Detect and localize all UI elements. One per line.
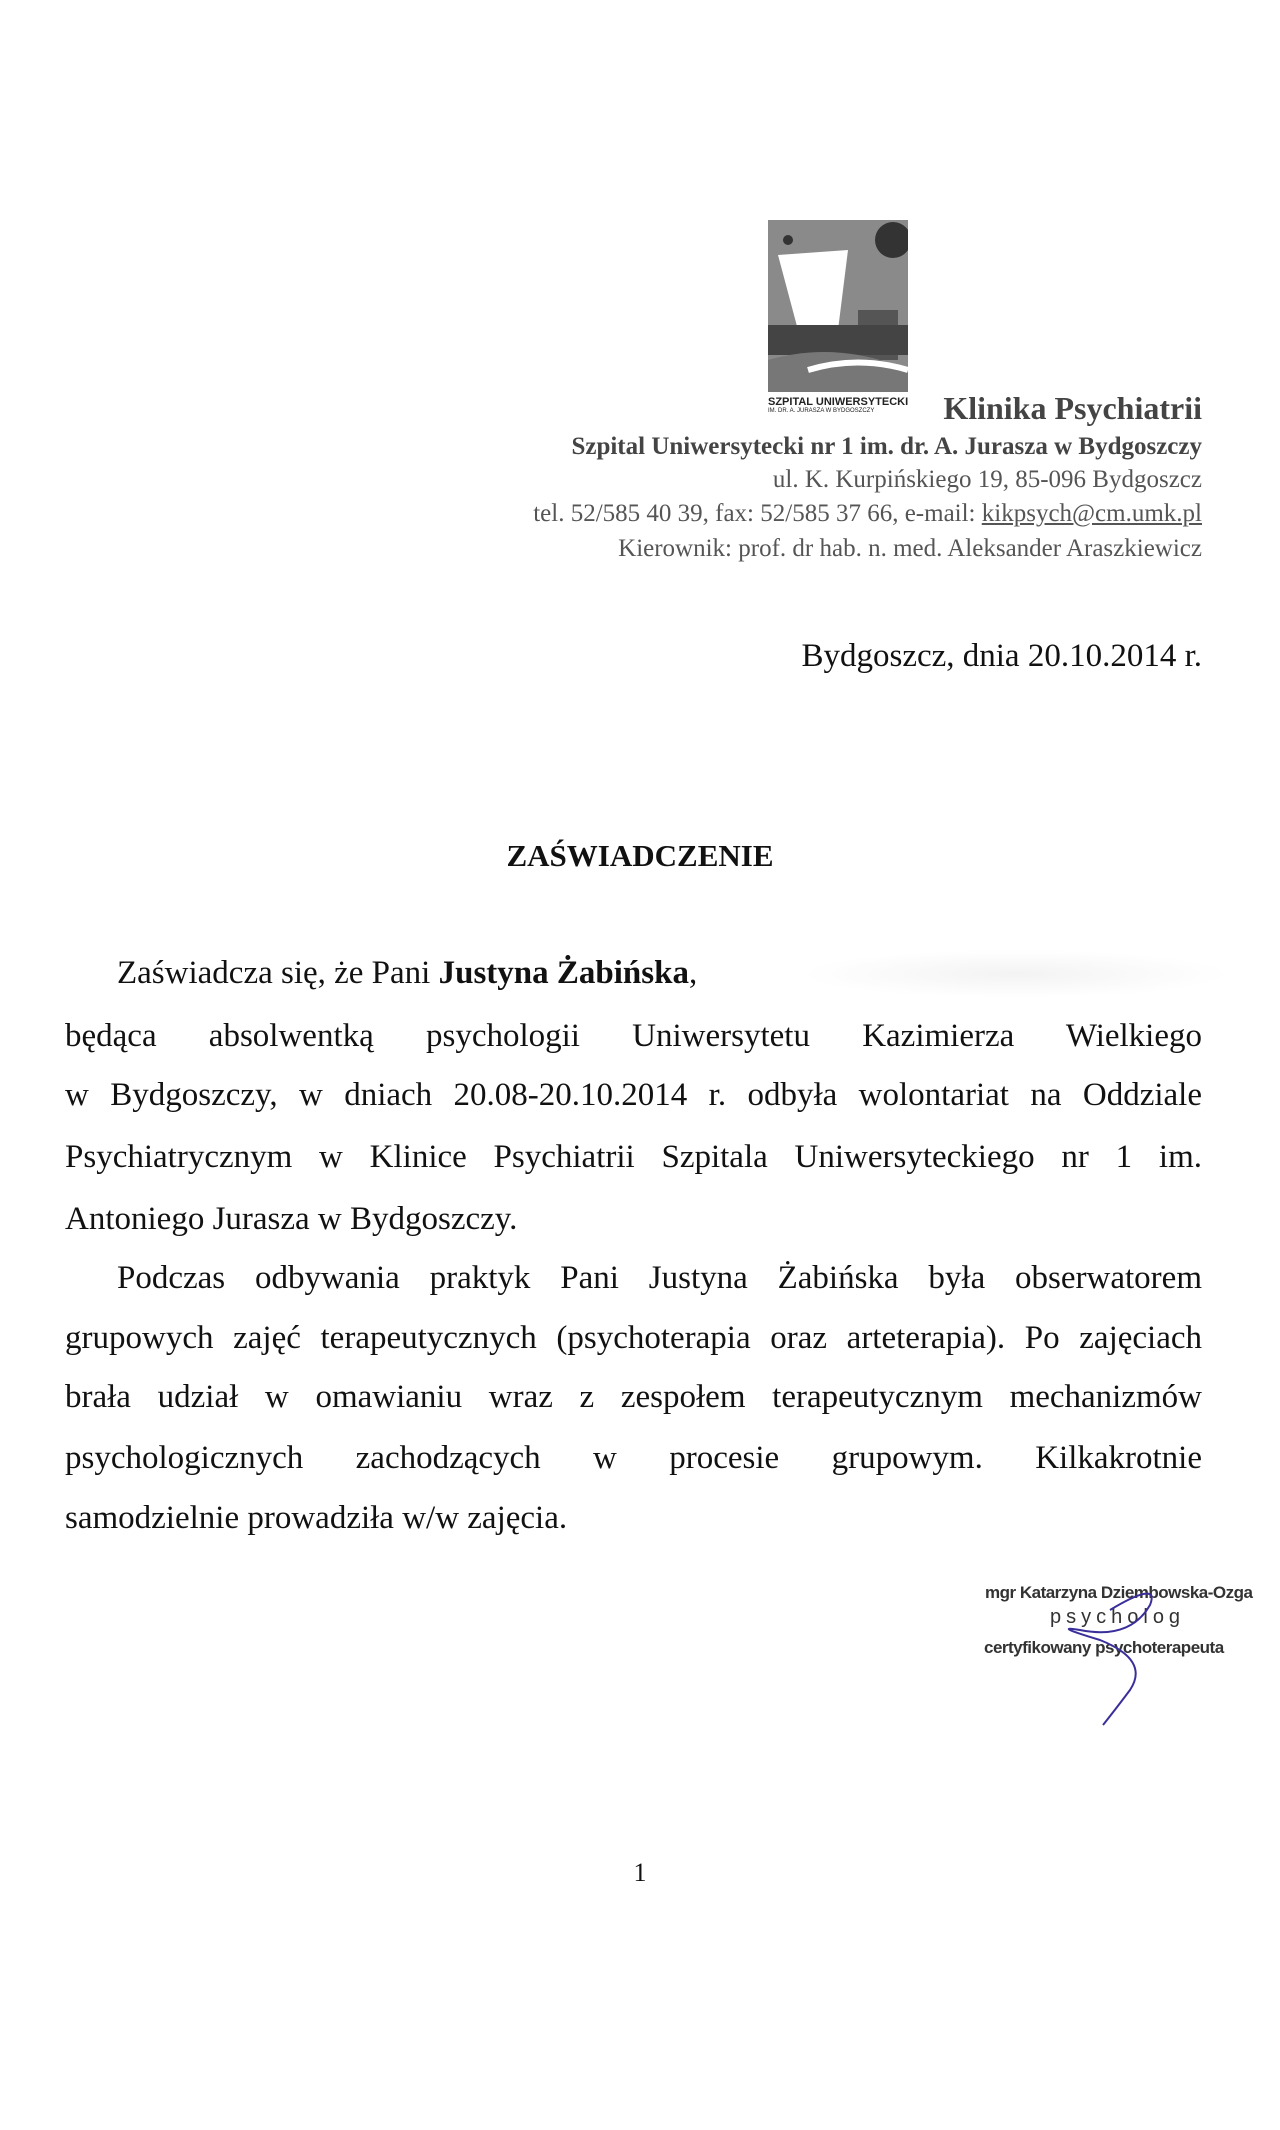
body-line: psychologicznych zachodzących w procesie grupowym. Kilkakrotnie bbox=[65, 1440, 1202, 1476]
logo-line1: SZPITAL UNIWERSYTECKI bbox=[768, 396, 909, 408]
head-of-clinic: Kierownik: prof. dr hab. n. med. Aleksander Araszkiewicz bbox=[618, 535, 1202, 562]
logo-line2: IM. DR. A. JURASZA W BYDGOSZCZY bbox=[768, 408, 875, 414]
body-line: Psychiatrycznym w Klinice Psychiatrii Szpitala Uniwersyteckiego nr 1 im. bbox=[65, 1139, 1202, 1175]
logo-text bbox=[768, 396, 908, 414]
stamp-name: mgr Katarzyna Dziembowska-Ozga bbox=[985, 1583, 1253, 1602]
body-text: , bbox=[688, 955, 698, 991]
email-link[interactable]: kikpsych@cm.umk.pl bbox=[981, 500, 1202, 527]
body-line: grupowych zajęć terapeutycznych (psychoterapia oraz arteterapia). Po zajęciach bbox=[65, 1320, 1202, 1356]
address: ul. K. Kurpińskiego 19, 85-096 Bydgoszcz bbox=[772, 466, 1202, 493]
body-text: Zaświadcza się, że Pani bbox=[117, 955, 439, 991]
body-line: Podczas odbywania praktyk Pani Justyna Żabińska była obserwatorem bbox=[117, 1260, 1202, 1296]
redacted-area bbox=[800, 950, 1230, 998]
body-line: samodzielnie prowadziła w/w zajęcia. bbox=[65, 1500, 568, 1536]
person-name: Justyna Żabińska bbox=[438, 955, 689, 991]
stamp-role: psycholog bbox=[1050, 1606, 1186, 1628]
handwritten-signature bbox=[1040, 1580, 1180, 1730]
body-line-1 bbox=[65, 955, 697, 992]
date: Bydgoszcz, dnia 20.10.2014 r. bbox=[801, 638, 1202, 674]
document-title: ZAŚWIADCZENIE bbox=[506, 838, 774, 873]
body-line: będąca absolwentką psychologii Uniwersytetu Kazimierza Wielkiego bbox=[65, 1018, 1202, 1054]
hospital-name: Szpital Uniwersytecki nr 1 im. dr. A. Jurasza w Bydgoszczy bbox=[571, 433, 1202, 460]
stamp-certification: certyfikowany psychoterapeuta bbox=[984, 1638, 1224, 1657]
contact bbox=[533, 500, 1202, 528]
body-line: Antoniego Jurasza w Bydgoszczy. bbox=[65, 1201, 518, 1237]
body-line: brała udział w omawianiu wraz z zespołem terapeutycznym mechanizmów bbox=[65, 1379, 1202, 1415]
contact-phones: tel. 52/585 40 39, fax: 52/585 37 66, e-mail: bbox=[533, 500, 982, 527]
clinic-name: Klinika Psychiatrii bbox=[943, 390, 1202, 426]
page-number: 1 bbox=[633, 1858, 647, 1887]
body-line: w Bydgoszczy, w dniach 20.08-20.10.2014 r. odbyła wolontariat na Oddziale bbox=[65, 1077, 1202, 1113]
hospital-logo bbox=[768, 220, 908, 392]
